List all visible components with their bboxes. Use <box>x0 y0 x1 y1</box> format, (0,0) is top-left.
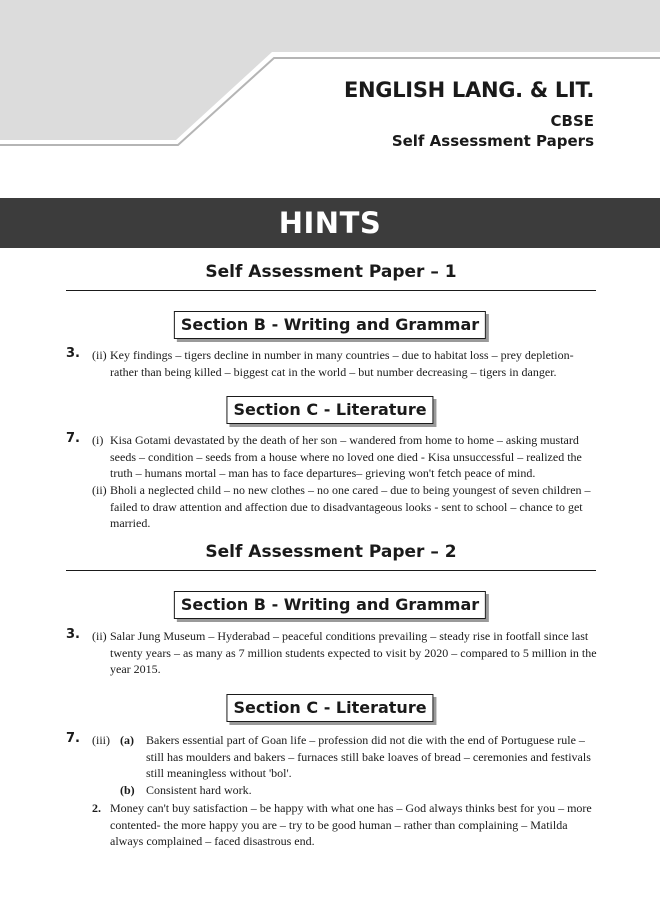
p1-sc-part-i-answer: Kisa Gotami devastated by the death of her son – wandered from home to home – asking mustard seeds – condition – seeds from a house where no loved one died - Kisa unsuccessful – realized the truth – humans mortal – man has to face departures– grieving won't fetch peace of mind. <box>110 433 582 480</box>
p1-sc-part-ii-label: (ii) <box>92 483 107 497</box>
paper-1-section-b-heading: Section B - Writing and Grammar <box>174 311 486 339</box>
p2-sc-part-a-label: (a) <box>120 733 134 747</box>
hints-heading: HINTS <box>0 198 660 248</box>
paper-1-rule <box>66 290 596 291</box>
book-title: ENGLISH LANG. & LIT. <box>343 78 594 102</box>
p2-sc-part-b-label: (b) <box>120 783 135 797</box>
board-name: CBSE <box>550 112 594 130</box>
p1-sb-question-number: 3. <box>66 346 80 361</box>
paper-2-rule <box>66 570 596 571</box>
paper-2-section-b-heading: Section B - Writing and Grammar <box>174 591 486 619</box>
p2-sc-part-iii-label: (iii) <box>92 733 110 747</box>
p2-sc-part-2-answer: Money can't buy satisfaction – be happy with what one has – God always thinks best for you – more contented- the more happy you are – try to be good human – rather than complaining – Matilda always complained – faced disastrous end. <box>110 801 592 848</box>
page-header <box>0 0 660 170</box>
paper-2-title: Self Assessment Paper – 2 <box>205 542 457 562</box>
p2-sb-answer: Salar Jung Museum – Hyderabad – peaceful conditions prevailing – steady rise in footfall since last twenty years – as many as 7 million students expected to visit by 2020 – compared to 5 million in the year 2015. <box>110 629 597 676</box>
p2-sc-part-2-label: 2. <box>92 801 101 815</box>
paper-1-section-c-heading: Section C - Literature <box>226 396 433 424</box>
p2-sc-part-a-answer: Bakers essential part of Goan life – profession did not die with the end of Portuguese rule – still has moulders and bakers – furnaces still bake loaves of bread – ceremonies and festivals still meaningless without 'bol'. <box>146 733 591 780</box>
p2-sb-question-number: 3. <box>66 627 80 642</box>
p1-sb-answer: Key findings – tigers decline in number in many countries – due to habitat loss – prey depletion- rather than being killed – biggest cat in the world – but number decreasing – tigers in danger. <box>110 348 574 379</box>
book-subtitle: Self Assessment Papers <box>391 132 594 150</box>
p1-sc-part-i-label: (i) <box>92 433 104 447</box>
p1-sb-part-label: (ii) <box>92 348 107 362</box>
paper-1-title: Self Assessment Paper – 1 <box>205 262 457 282</box>
p2-sc-question-number: 7. <box>66 731 80 746</box>
paper-2-section-c-heading: Section C - Literature <box>226 694 433 722</box>
p1-sc-part-ii-answer: Bholi a neglected child – no new clothes – no one cared – due to being youngest of seven children – failed to draw attention and affection due to disadvantageous looks - sent to school – chance to get married. <box>110 483 591 530</box>
p1-sc-question-number: 7. <box>66 431 80 446</box>
p2-sb-part-label: (ii) <box>92 629 107 643</box>
p2-sc-part-b-answer: Consistent hard work. <box>146 783 252 797</box>
